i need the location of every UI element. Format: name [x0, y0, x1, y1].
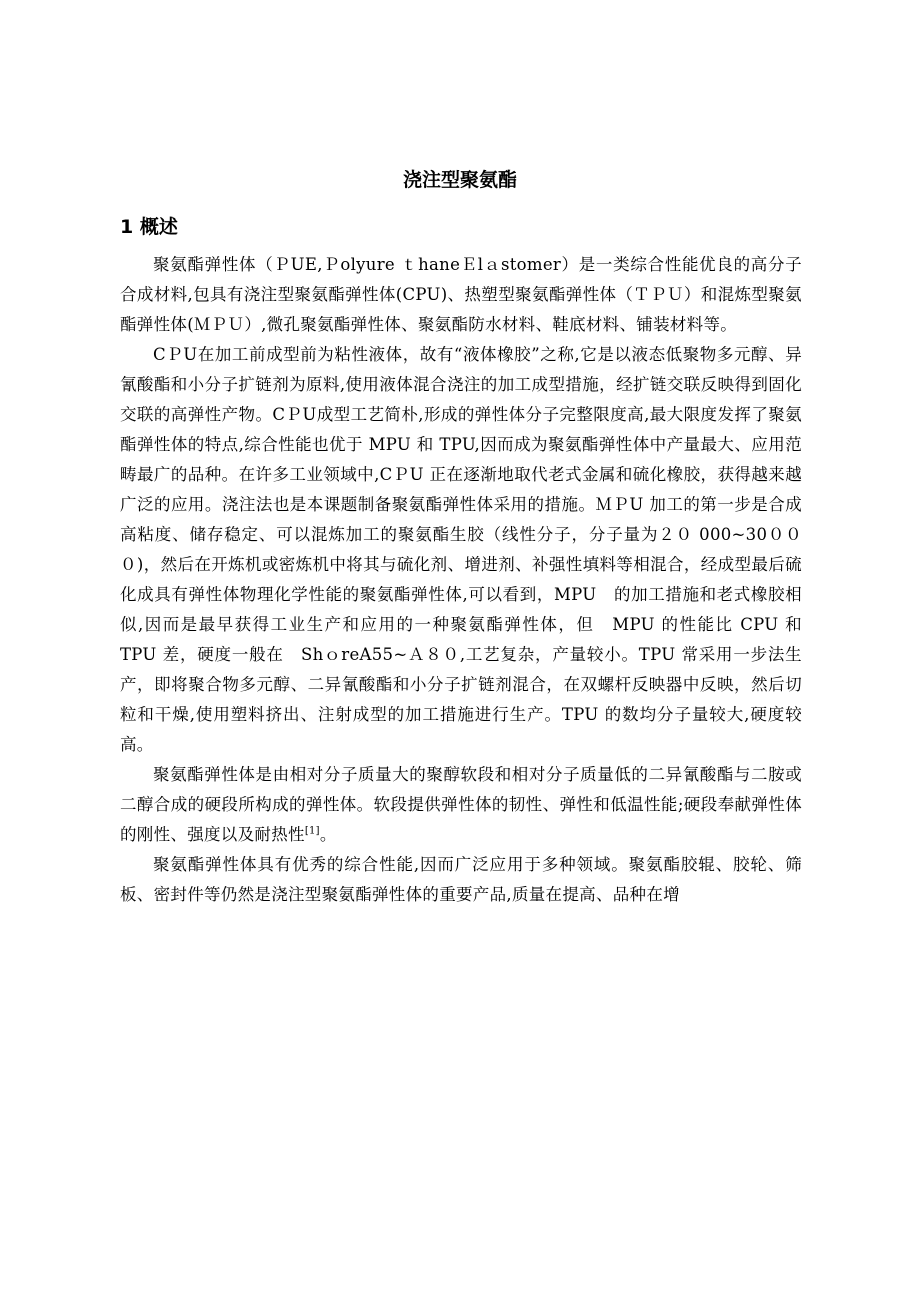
paragraph-applications-text: 聚氨酯弹性体具有优秀的综合性能,因而广泛应用于多种领域。聚氨酯胶辊、胶轮、筛板、密封件等仍然是浇注型聚氨酯弹性体的重要产品,质量在提高、品种在增: [120, 855, 802, 904]
paragraph-structure: [120, 760, 802, 850]
paragraph-intro-text: 聚氨酯弹性体（ＰUE,Ｐolyure ｔhaneＥlａstomer）是一类综合性能优良的高分子合成材料,包具有浇注型聚氨酯弹性体(CPU)、热塑型聚氨酯弹性体（ＴＰＵ）和混炼型聚氨酯弹性体(ＭＰＵ）,微孔聚氨酯弹性体、聚氨酯防水材料、鞋底材料、铺装材料等。: [120, 255, 802, 334]
paragraph-structure-tail: 。: [319, 825, 337, 844]
paragraph-applications: [120, 850, 802, 910]
document-body: [120, 250, 802, 910]
paragraph-cpu-text: CＰU在加工前成型前为粘性液体，故有“液体橡胶”之称,它是以液态低聚物多元醇、异氰酸酯和小分子扩链剂为原料,使用液体混合浇注的加工成型措施，经扩链交联反映得到固化交联的高弹性产物。CＰU成型工艺简朴,形成的弹性体分子完整限度高,最大限度发挥了聚氨酯弹性体的特点,综合性能也优于 MPU 和 TPU,因而成为聚氨酯弹性体中产量最大、应用范畴最广的品种。在许多工业领域中,CＰU 正在逐渐地取代老式金属和硫化橡胶，获得越来越广泛的应用。浇注法也是本课题制备聚氨酯弹性体采用的措施。ＭＰU 加工的第一步是合成高粘度、储存稳定、可以混炼加工的聚氨酯生胶（线性分子，分子量为２０ 000~30０００)，然后在开炼机或密炼机中将其与硫化剂、增进剂、补强性填料等相混合，经成型最后硫化成具有弹性体物理化学性能的聚氨酯弹性体,可以看到，MPU 的加工措施和老式橡胶相似,因而是最早获得工业生产和应用的一种聚氨酯弹性体，但 MPU 的性能比 CPU 和 TPU 差，硬度一般在 ShｏreA55~Ａ８０,工艺复杂，产量较小。TPU 常采用一步法生产，即将聚合物多元醇、二异氰酸酯和小分子扩链剂混合，在双螺杆反映器中反映，然后切粒和干燥,使用塑料挤出、注射成型的加工措施进行生产。TPU 的数均分子量较大,硬度较高。: [120, 345, 802, 754]
paragraph-intro: [120, 250, 802, 340]
citation-ref: [1]: [304, 825, 320, 837]
section-heading: 1 概述: [120, 216, 178, 238]
paragraph-structure-text: 聚氨酯弹性体是由相对分子质量大的聚醇软段和相对分子质量低的二异氰酸酯与二胺或二醇合成的硬段所构成的弹性体。软段提供弹性体的韧性、弹性和低温性能;硬段奉献弹性体的刚性、强度以及耐热性: [120, 765, 802, 844]
document-title: 浇注型聚氨酯: [402, 169, 517, 191]
paragraph-cpu: [120, 340, 802, 760]
